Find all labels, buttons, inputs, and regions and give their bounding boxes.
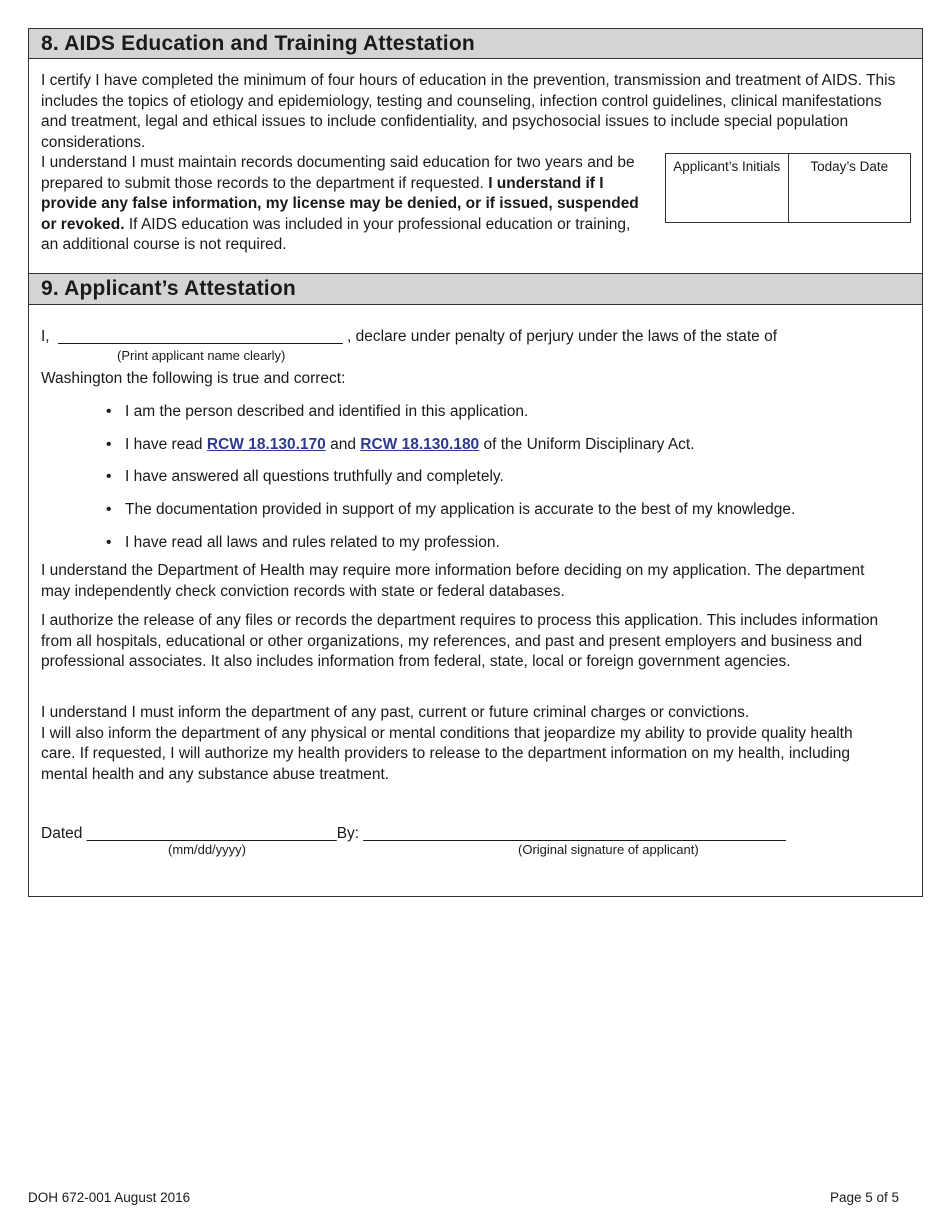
declaration-continuation: Washington the following is true and correct: bbox=[41, 370, 346, 387]
list-item bbox=[106, 435, 695, 456]
declaration-start: I, bbox=[41, 328, 50, 345]
name-hint: (Print applicant name clearly) bbox=[117, 348, 286, 363]
form-id: DOH 672-001 August 2016 bbox=[28, 1190, 191, 1205]
todays-date-field[interactable] bbox=[789, 154, 911, 222]
list-item bbox=[106, 467, 504, 488]
false-info-warning: I understand if I provide any false information, my license may be denied, or if issued, suspended or revoked. bbox=[41, 174, 639, 233]
signature-hint: (Original signature of applicant) bbox=[518, 842, 699, 857]
bullet-text: of the Uniform Disciplinary Act. bbox=[483, 435, 695, 453]
bullet-glyph: • bbox=[106, 501, 112, 518]
section-9-header: 9. Applicant’s Attestation bbox=[29, 273, 922, 305]
criminal-disclosure: I understand I must inform the department of any past, current or future criminal charges or convictions. bbox=[41, 704, 750, 721]
disclosure-text bbox=[41, 703, 881, 785]
date-field[interactable]: _____________________________ bbox=[86, 825, 337, 842]
records-requirement: I understand I must maintain records documenting said education for two years and be prepared to submit those records to the department if requested. bbox=[41, 154, 635, 192]
bullet-glyph: • bbox=[106, 403, 112, 420]
initials-date-box bbox=[665, 153, 911, 223]
course-exemption: If AIDS education was included in your professional education or training, an additional course is not required. bbox=[41, 215, 631, 253]
section-8-header: 8. AIDS Education and Training Attestation bbox=[29, 29, 922, 59]
signature-field[interactable]: _________________________________________________ bbox=[363, 825, 786, 842]
date-label: Today’s Date bbox=[810, 159, 889, 174]
declaration-line bbox=[41, 327, 911, 348]
by-label: By: bbox=[336, 825, 360, 842]
bullet-glyph: • bbox=[106, 435, 112, 453]
bullet-text: I am the person described and identified in this application. bbox=[125, 403, 529, 420]
form-frame bbox=[28, 28, 923, 897]
release-authorization-text: I authorize the release of any files or records the department requires to process this application. This includes information from all hospitals, educational or other organizations, my references, and past and present employers and business and professional associates. It also includes information from federal, state, local or foreign government agencies. bbox=[41, 612, 879, 670]
list-item bbox=[106, 533, 500, 554]
rcw-18-130-170-link[interactable]: RCW 18.130.170 bbox=[206, 435, 326, 453]
applicant-name-field[interactable]: _________________________________ bbox=[58, 328, 343, 345]
bullet-glyph: • bbox=[106, 533, 112, 551]
applicant-initials-field[interactable] bbox=[666, 154, 789, 222]
health-disclosure: I will also inform the department of any physical or mental conditions that jeopardize my ability to provide quality health care. If requested, I will authorize my health providers to release to the department information on my health, including mental health and any substance abuse treatment. bbox=[41, 724, 853, 783]
list-item bbox=[106, 500, 795, 521]
aids-certification-text: I certify I have completed the minimum of four hours of education in the prevention, transmission and treatment of AIDS. This includes the topics of etiology and epidemiology, testing and counseling, infection control guidelines, clinical manifestations and treatment, legal and ethical issues to include confidentiality, and psychosocial issues to include special population considerations. bbox=[41, 72, 896, 151]
dated-label: Dated bbox=[41, 825, 83, 842]
aids-records-text bbox=[41, 153, 641, 256]
bullet-text: The documentation provided in support of my application is accurate to the best of my knowledge. bbox=[125, 501, 796, 518]
info-request-text: I understand the Department of Health may require more information before deciding on my application. The department may independently check conviction records with state or federal databases. bbox=[41, 562, 865, 600]
page-number: Page 5 of 5 bbox=[829, 1190, 899, 1205]
bullet-text: I have answered all questions truthfully and completely. bbox=[125, 468, 504, 485]
initials-label: Applicant’s Initials bbox=[673, 159, 781, 174]
rcw-18-130-180-link[interactable]: RCW 18.130.180 bbox=[360, 435, 480, 453]
date-format-hint: (mm/dd/yyyy) bbox=[168, 842, 246, 857]
bullet-text: I have read bbox=[125, 435, 203, 453]
list-item bbox=[106, 402, 528, 423]
bullet-text: and bbox=[330, 435, 356, 453]
bullet-text: I have read all laws and rules related to my profession. bbox=[125, 533, 500, 551]
bullet-glyph: • bbox=[106, 468, 112, 485]
declaration-end: , declare under penalty of perjury under the laws of the state of bbox=[347, 328, 777, 345]
